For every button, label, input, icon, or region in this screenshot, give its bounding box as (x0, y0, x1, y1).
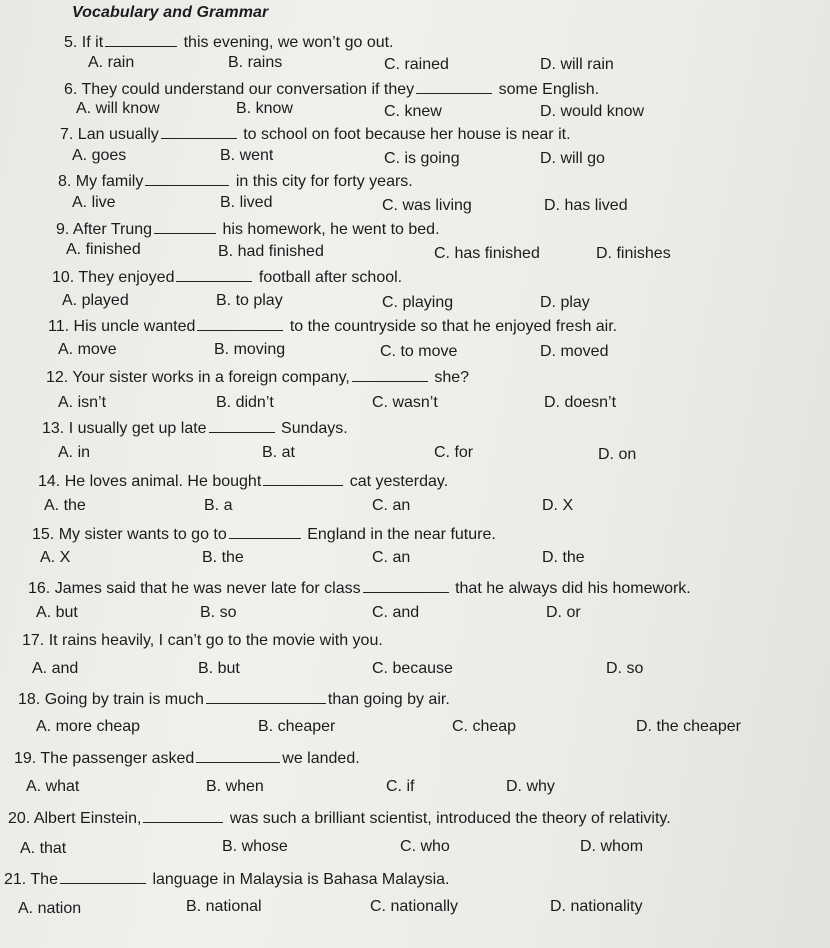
answer-blank (229, 524, 301, 539)
question-13 (42, 418, 348, 438)
question-number: 15. (32, 526, 55, 543)
option-a: A. live (72, 194, 116, 211)
option-b: B. rains (228, 54, 283, 71)
option-d: D. why (506, 778, 555, 795)
option-d: D. so (606, 660, 644, 677)
answer-blank (105, 32, 177, 47)
question-stem-end: to the countryside so that he enjoyed fresh air. (289, 318, 618, 335)
option-c: C. to move (380, 343, 458, 360)
option-a: A. more cheap (36, 718, 141, 735)
question-number: 11. (48, 318, 70, 335)
question-stem-end: to school on foot because her house is near it. (243, 126, 571, 143)
question-stem: Your sister works in a foreign company, (72, 369, 350, 386)
option-c: C. knew (384, 103, 442, 120)
option-d: D. has lived (544, 197, 628, 214)
page-title: Vocabulary and Grammar (72, 4, 269, 21)
question-number: 5. (64, 34, 78, 51)
question-stem-end: was such a brilliant scientist, introduced the theory of relativity. (229, 810, 671, 827)
question-15 (32, 524, 496, 544)
option-b: B. went (220, 147, 274, 164)
question-stem-end: Sundays. (281, 420, 348, 437)
answer-blank (161, 124, 237, 139)
option-c: C. rained (384, 56, 449, 73)
option-c: C. is going (384, 150, 460, 167)
option-a: A. in (58, 444, 91, 461)
question-number: 10. (52, 269, 75, 286)
question-stem: My family (75, 173, 144, 190)
option-a: A. will know (76, 100, 160, 117)
question-9 (56, 219, 440, 239)
question-stem-end: she? (434, 369, 470, 386)
option-c: C. has finished (434, 245, 540, 262)
answer-blank (209, 418, 275, 433)
question-16 (28, 578, 691, 598)
question-stem: They could understand our conversation if they (81, 81, 415, 98)
option-a: A. nation (18, 900, 82, 917)
answer-blank (176, 267, 252, 282)
answer-blank (206, 689, 326, 704)
option-c: C. who (400, 838, 450, 855)
option-b: B. when (206, 778, 264, 795)
option-a: A. move (58, 341, 117, 358)
question-number: 6. (64, 81, 78, 98)
question-stem: Going by train is much (44, 691, 204, 708)
question-stem-end: in this city for forty years. (235, 173, 413, 190)
answer-blank (60, 869, 146, 884)
option-a: A. isn’t (58, 394, 107, 411)
question-number: 7. (60, 126, 74, 143)
question-stem: After Trung (72, 221, 153, 238)
option-d: D. nationality (550, 898, 643, 915)
question-stem: Lan usually (77, 126, 159, 143)
question-stem-end: than going by air. (327, 691, 450, 708)
option-c: C. an (372, 549, 411, 566)
question-5 (64, 32, 394, 52)
option-a: A. goes (72, 147, 127, 164)
option-d: D. will go (540, 150, 605, 167)
question-10 (52, 267, 402, 287)
option-b: B. so (200, 604, 237, 621)
question-12 (46, 367, 469, 387)
question-stem-end: his homework, he went to bed. (222, 221, 440, 238)
question-stem-end: cat yesterday. (349, 473, 449, 490)
question-stem-end: football after school. (258, 269, 403, 286)
answer-blank (154, 219, 216, 234)
option-b: B. moving (214, 341, 286, 358)
question-stem-end: some English. (498, 81, 600, 98)
option-d: D. will rain (540, 56, 614, 73)
question-number: 17. (22, 632, 45, 649)
question-7 (60, 124, 571, 144)
option-d: D. whom (580, 838, 644, 855)
question-number: 16. (28, 580, 51, 597)
option-d: D. finishes (596, 245, 671, 262)
option-b: B. the (202, 549, 244, 566)
question-stem: James said that he was never late for class (54, 580, 361, 597)
option-b: B. national (186, 898, 262, 915)
question-number: 9. (56, 221, 70, 238)
question-stem-end: England in the near future. (307, 526, 496, 543)
question-stem-end: language in Malaysia is Bahasa Malaysia. (152, 871, 450, 888)
option-b: B. know (236, 100, 293, 117)
option-c: C. and (372, 604, 420, 621)
question-stem-end: this evening, we won’t go out. (183, 34, 394, 51)
answer-blank (143, 808, 223, 823)
question-number: 13. (42, 420, 65, 437)
question-number: 8. (58, 173, 72, 190)
option-d: D. X (542, 497, 574, 514)
option-a: A. but (36, 604, 78, 621)
question-number: 14. (38, 473, 61, 490)
answer-blank (145, 171, 229, 186)
answer-blank (363, 578, 449, 593)
question-stem: If it (81, 34, 104, 51)
option-a: A. what (26, 778, 80, 795)
question-stem-end: we landed. (282, 750, 360, 767)
question-21 (4, 869, 450, 889)
question-number: 20. (8, 810, 31, 827)
question-number: 18. (18, 691, 41, 708)
question-8 (58, 171, 413, 191)
option-a: A. that (20, 840, 67, 857)
option-b: B. to play (216, 292, 283, 309)
option-a: A. X (40, 549, 71, 566)
answer-blank (197, 316, 283, 331)
question-stem: The passenger asked (40, 750, 195, 767)
option-b: B. but (198, 660, 240, 677)
question-14 (38, 471, 448, 491)
option-b: B. didn’t (216, 394, 274, 411)
option-c: C. playing (382, 294, 454, 311)
answer-blank (352, 367, 428, 382)
option-d: D. or (546, 604, 581, 621)
question-stem: Albert Einstein, (33, 810, 142, 827)
option-a: A. rain (88, 54, 135, 71)
question-stem: His uncle wanted (73, 318, 196, 335)
option-c: C. was living (382, 197, 472, 214)
option-a: A. finished (66, 241, 141, 258)
answer-blank (416, 79, 492, 94)
option-d: D. the cheaper (636, 718, 741, 735)
option-b: B. had finished (218, 243, 324, 260)
answer-blank (263, 471, 343, 486)
option-b: B. at (262, 444, 295, 461)
question-stem: They enjoyed (78, 269, 175, 286)
option-a: A. and (32, 660, 79, 677)
question-20 (8, 808, 671, 828)
option-d: D. on (598, 446, 637, 463)
option-c: C. because (372, 660, 453, 677)
option-c: C. for (434, 444, 474, 461)
question-stem: He loves animal. He bought (64, 473, 262, 490)
question-number: 12. (46, 369, 69, 386)
question-number: 19. (14, 750, 37, 767)
question-11 (48, 316, 617, 336)
option-d: D. would know (540, 103, 645, 120)
option-d: D. doesn’t (544, 394, 617, 411)
option-a: A. played (62, 292, 129, 309)
option-c: C. an (372, 497, 411, 514)
option-c: C. cheap (452, 718, 517, 735)
option-c: C. nationally (370, 898, 459, 915)
question-number: 21. (4, 871, 27, 888)
question-19 (14, 748, 360, 768)
option-c: C. wasn’t (372, 394, 438, 411)
question-stem: It rains heavily, I can’t go to the movie with you. (48, 632, 383, 649)
question-stem: The (30, 871, 58, 888)
option-b: B. cheaper (258, 718, 336, 735)
question-18 (18, 689, 450, 709)
option-d: D. the (542, 549, 585, 566)
question-stem: I usually get up late (68, 420, 207, 437)
question-stem-end: that he always did his homework. (455, 580, 691, 597)
option-b: B. lived (220, 194, 273, 211)
option-d: D. play (540, 294, 590, 311)
question-6 (64, 79, 599, 99)
option-d: D. moved (540, 343, 609, 360)
question-stem: My sister wants to go to (58, 526, 227, 543)
answer-blank (196, 748, 280, 763)
option-b: B. whose (222, 838, 288, 855)
option-a: A. the (44, 497, 86, 514)
option-c: C. if (386, 778, 415, 795)
question-17 (22, 632, 383, 650)
option-b: B. a (204, 497, 233, 514)
